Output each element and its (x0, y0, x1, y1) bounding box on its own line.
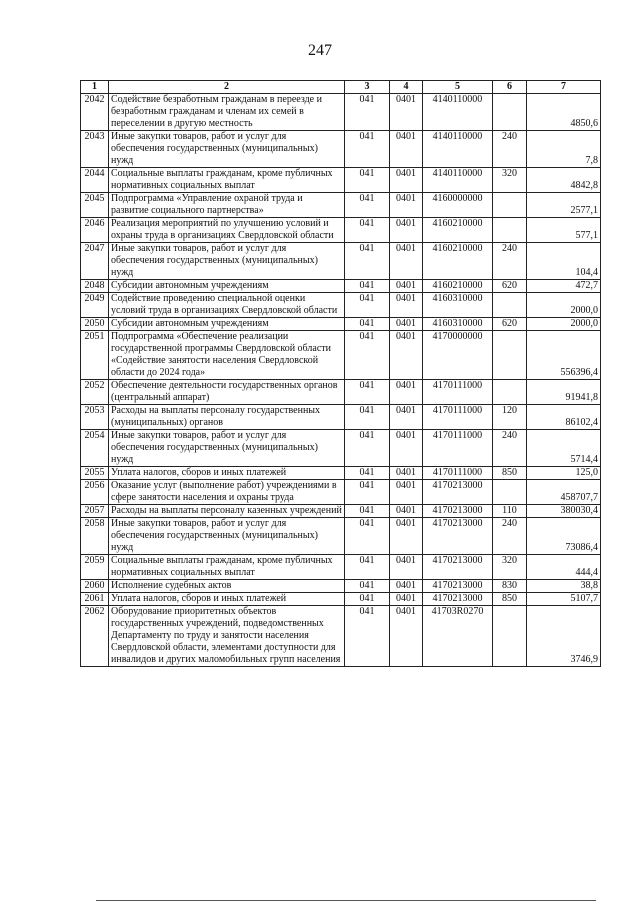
row-number: 2052 (81, 380, 109, 405)
row-number: 2060 (81, 580, 109, 593)
row-expense-type: 620 (493, 318, 527, 331)
row-admin-code: 041 (345, 405, 390, 430)
row-number: 2055 (81, 467, 109, 480)
row-amount: 444,4 (527, 555, 601, 580)
table-row (81, 218, 601, 243)
row-expense-type (493, 480, 527, 505)
row-amount: 86102,4 (527, 405, 601, 430)
row-amount: 4850,6 (527, 94, 601, 131)
row-number: 2042 (81, 94, 109, 131)
row-name: Обеспечение деятельности государственных органов (центральный аппарат) (109, 380, 345, 405)
row-admin-code: 041 (345, 580, 390, 593)
row-section-code: 0401 (390, 94, 423, 131)
row-expense-type: 240 (493, 131, 527, 168)
row-number: 2059 (81, 555, 109, 580)
row-amount: 380030,4 (527, 505, 601, 518)
table-row (81, 331, 601, 380)
row-section-code: 0401 (390, 606, 423, 667)
table-row (81, 168, 601, 193)
row-name: Социальные выплаты гражданам, кроме публичных нормативных социальных выплат (109, 555, 345, 580)
row-admin-code: 041 (345, 331, 390, 380)
row-number: 2045 (81, 193, 109, 218)
row-expense-type: 110 (493, 505, 527, 518)
table-row (81, 480, 601, 505)
row-name: Оказание услуг (выполнение работ) учреждениями в сфере занятости населения и охраны труда (109, 480, 345, 505)
row-name: Субсидии автономным учреждениям (109, 318, 345, 331)
table-row (81, 380, 601, 405)
row-target-code: 4170213000 (423, 580, 493, 593)
row-number: 2062 (81, 606, 109, 667)
row-admin-code: 041 (345, 94, 390, 131)
row-amount: 556396,4 (527, 331, 601, 380)
row-amount: 2000,0 (527, 318, 601, 331)
row-expense-type: 240 (493, 243, 527, 280)
row-amount: 5714,4 (527, 430, 601, 467)
row-amount: 5107,7 (527, 593, 601, 606)
row-section-code: 0401 (390, 131, 423, 168)
row-section-code: 0401 (390, 518, 423, 555)
row-amount: 3746,9 (527, 606, 601, 667)
table-row (81, 580, 601, 593)
row-section-code: 0401 (390, 467, 423, 480)
row-target-code: 4170000000 (423, 331, 493, 380)
row-amount: 91941,8 (527, 380, 601, 405)
row-name: Иные закупки товаров, работ и услуг для обеспечения государственных (муниципальных) нужд (109, 518, 345, 555)
row-number: 2056 (81, 480, 109, 505)
row-amount: 458707,7 (527, 480, 601, 505)
row-name: Исполнение судебных актов (109, 580, 345, 593)
budget-table-container (80, 80, 600, 667)
row-name: Расходы на выплаты персоналу казенных учреждений (109, 505, 345, 518)
row-target-code: 4160310000 (423, 293, 493, 318)
row-name: Реализация мероприятий по улучшению условий и охраны труда в организациях Свердловской области (109, 218, 345, 243)
header-col-4: 4 (390, 81, 423, 94)
table-row (81, 243, 601, 280)
table-row (81, 518, 601, 555)
row-section-code: 0401 (390, 405, 423, 430)
row-target-code: 41703R0270 (423, 606, 493, 667)
table-row (81, 293, 601, 318)
row-amount: 2577,1 (527, 193, 601, 218)
row-section-code: 0401 (390, 480, 423, 505)
row-name: Подпрограмма «Обеспечение реализации государственной программы Свердловской области «Содействие занятости населения Свердловской области до 2024 года» (109, 331, 345, 380)
budget-table (80, 80, 601, 667)
table-row (81, 94, 601, 131)
table-row (81, 318, 601, 331)
row-admin-code: 041 (345, 218, 390, 243)
row-section-code: 0401 (390, 218, 423, 243)
footer-divider (96, 900, 596, 901)
row-admin-code: 041 (345, 593, 390, 606)
row-name: Уплата налогов, сборов и иных платежей (109, 467, 345, 480)
table-row (81, 467, 601, 480)
row-admin-code: 041 (345, 518, 390, 555)
row-section-code: 0401 (390, 280, 423, 293)
row-number: 2057 (81, 505, 109, 518)
table-row (81, 280, 601, 293)
row-target-code: 4170213000 (423, 555, 493, 580)
row-expense-type: 850 (493, 593, 527, 606)
row-section-code: 0401 (390, 331, 423, 380)
row-name: Уплата налогов, сборов и иных платежей (109, 593, 345, 606)
page-number: 247 (308, 42, 332, 59)
row-expense-type: 320 (493, 555, 527, 580)
row-expense-type: 320 (493, 168, 527, 193)
table-header-row (81, 81, 601, 94)
row-admin-code: 041 (345, 467, 390, 480)
row-target-code: 4160210000 (423, 218, 493, 243)
row-admin-code: 041 (345, 280, 390, 293)
row-admin-code: 041 (345, 193, 390, 218)
row-expense-type (493, 193, 527, 218)
row-admin-code: 041 (345, 555, 390, 580)
row-target-code: 4160210000 (423, 243, 493, 280)
row-amount: 73086,4 (527, 518, 601, 555)
row-target-code: 4160000000 (423, 193, 493, 218)
row-expense-type: 620 (493, 280, 527, 293)
row-target-code: 4170111000 (423, 380, 493, 405)
row-admin-code: 041 (345, 318, 390, 331)
row-number: 2046 (81, 218, 109, 243)
header-col-3: 3 (345, 81, 390, 94)
row-target-code: 4170111000 (423, 430, 493, 467)
row-admin-code: 041 (345, 380, 390, 405)
table-row (81, 606, 601, 667)
row-name: Оборудование приоритетных объектов государственных учреждений, подведомственных Департаменту по труду и занятости населения Свердловской области, элементами доступности для инвалидов и других маломобильных групп населения (109, 606, 345, 667)
row-expense-type (493, 94, 527, 131)
row-section-code: 0401 (390, 580, 423, 593)
row-expense-type (493, 293, 527, 318)
row-target-code: 4160210000 (423, 280, 493, 293)
row-target-code: 4170111000 (423, 405, 493, 430)
row-target-code: 4160310000 (423, 318, 493, 331)
row-section-code: 0401 (390, 555, 423, 580)
row-number: 2053 (81, 405, 109, 430)
row-target-code: 4140110000 (423, 131, 493, 168)
row-name: Расходы на выплаты персоналу государственных (муниципальных) органов (109, 405, 345, 430)
row-name: Подпрограмма «Управление охраной труда и развитие социального партнерства» (109, 193, 345, 218)
row-section-code: 0401 (390, 293, 423, 318)
table-row (81, 405, 601, 430)
table-row (81, 593, 601, 606)
row-expense-type (493, 606, 527, 667)
row-expense-type: 240 (493, 430, 527, 467)
row-admin-code: 041 (345, 505, 390, 518)
row-expense-type (493, 380, 527, 405)
row-name: Иные закупки товаров, работ и услуг для обеспечения государственных (муниципальных) нужд (109, 243, 345, 280)
row-expense-type (493, 218, 527, 243)
row-target-code: 4170213000 (423, 480, 493, 505)
row-target-code: 4170213000 (423, 505, 493, 518)
row-name: Содействие проведению специальной оценки условий труда в организациях Свердловской области (109, 293, 345, 318)
row-number: 2061 (81, 593, 109, 606)
header-col-6: 6 (493, 81, 527, 94)
row-expense-type: 240 (493, 518, 527, 555)
row-section-code: 0401 (390, 380, 423, 405)
header-col-2: 2 (109, 81, 345, 94)
table-row (81, 193, 601, 218)
header-col-7: 7 (527, 81, 601, 94)
row-admin-code: 041 (345, 243, 390, 280)
row-target-code: 4140110000 (423, 168, 493, 193)
row-admin-code: 041 (345, 606, 390, 667)
row-number: 2048 (81, 280, 109, 293)
row-number: 2044 (81, 168, 109, 193)
row-admin-code: 041 (345, 131, 390, 168)
row-section-code: 0401 (390, 243, 423, 280)
row-name: Социальные выплаты гражданам, кроме публичных нормативных социальных выплат (109, 168, 345, 193)
row-target-code: 4170213000 (423, 518, 493, 555)
row-amount: 38,8 (527, 580, 601, 593)
row-number: 2047 (81, 243, 109, 280)
table-row (81, 430, 601, 467)
row-number: 2051 (81, 331, 109, 380)
row-section-code: 0401 (390, 430, 423, 467)
row-section-code: 0401 (390, 593, 423, 606)
row-name: Иные закупки товаров, работ и услуг для обеспечения государственных (муниципальных) нужд (109, 131, 345, 168)
row-amount: 104,4 (527, 243, 601, 280)
row-expense-type: 830 (493, 580, 527, 593)
row-name: Содействие безработным гражданам в переезде и безработным гражданам и членам их семей в переселении в другую местность (109, 94, 345, 131)
row-admin-code: 041 (345, 168, 390, 193)
row-amount: 472,7 (527, 280, 601, 293)
row-admin-code: 041 (345, 430, 390, 467)
header-col-1: 1 (81, 81, 109, 94)
row-target-code: 4170213000 (423, 593, 493, 606)
row-section-code: 0401 (390, 318, 423, 331)
table-row (81, 505, 601, 518)
row-amount: 7,8 (527, 131, 601, 168)
row-section-code: 0401 (390, 168, 423, 193)
row-admin-code: 041 (345, 293, 390, 318)
row-target-code: 4140110000 (423, 94, 493, 131)
row-number: 2058 (81, 518, 109, 555)
row-admin-code: 041 (345, 480, 390, 505)
table-row (81, 555, 601, 580)
row-section-code: 0401 (390, 505, 423, 518)
row-number: 2043 (81, 131, 109, 168)
row-number: 2054 (81, 430, 109, 467)
row-expense-type: 850 (493, 467, 527, 480)
row-expense-type (493, 331, 527, 380)
row-name: Субсидии автономным учреждениям (109, 280, 345, 293)
table-row (81, 131, 601, 168)
row-expense-type: 120 (493, 405, 527, 430)
header-col-5: 5 (423, 81, 493, 94)
row-number: 2049 (81, 293, 109, 318)
row-amount: 125,0 (527, 467, 601, 480)
row-target-code: 4170111000 (423, 467, 493, 480)
row-amount: 577,1 (527, 218, 601, 243)
row-name: Иные закупки товаров, работ и услуг для обеспечения государственных (муниципальных) нужд (109, 430, 345, 467)
row-amount: 2000,0 (527, 293, 601, 318)
row-number: 2050 (81, 318, 109, 331)
row-amount: 4842,8 (527, 168, 601, 193)
row-section-code: 0401 (390, 193, 423, 218)
